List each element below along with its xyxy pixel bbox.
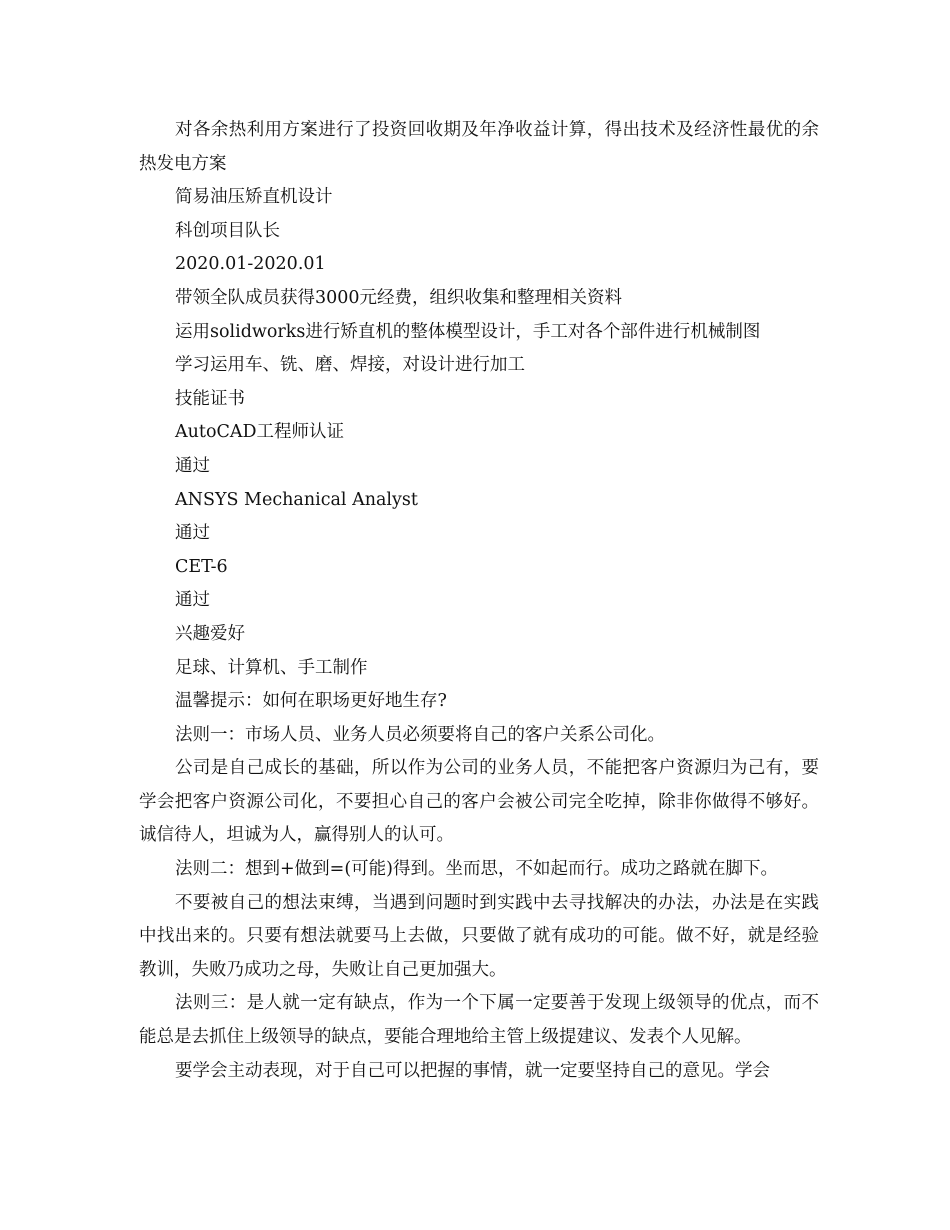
paragraph-project-design: 运用solidworks进行矫直机的整体模型设计，手工对各个部件进行机械制图 [175,321,761,342]
certificate-ansys: ANSYS Mechanical Analyst [175,489,418,510]
section-heading-hobbies: 兴趣爱好 [175,623,245,644]
certificate-autocad-status: 通过 [175,455,210,476]
paragraph-project-machining: 学习运用车、铣、磨、焊接，对设计进行加工 [175,355,525,376]
section-heading-certificates: 技能证书 [175,388,245,409]
paragraph-project-role: 科创项目队长 [175,220,280,241]
paragraph-project-funding: 带领全队成员获得3000元经费，组织收集和整理相关资料 [175,287,623,308]
tip-heading: 温馨提示：如何在职场更好地生存? [175,691,447,712]
rule-one-detail: 公司是自己成长的基础，所以作为公司的业务人员，不能把客户资源归为己有，要学会把客户资源公司化，不要担心自己的客户会被公司完全吃掉，除非你做得不够好。诚信待人，坦诚为人，赢得别人的认可。 [139,758,819,846]
rule-two-detail: 不要被自己的想法束缚，当遇到问题时到实践中去寻找解决的办法，办法是在实践中找出来的。只要有想法就要马上去做，只要做了就有成功的可能。做不好，就是经验教训，失败乃成功之母，失败让自己更加强大。 [139,892,819,980]
certificate-cet6: CET-6 [175,556,228,577]
document-body [139,114,819,1088]
rule-three-detail: 要学会主动表现，对于自己可以把握的事情，就一定要坚持自己的意见。学会 [175,1060,770,1081]
paragraph-project-title: 简易油压矫直机设计 [175,187,333,208]
rule-two: 法则二：想到+做到=(可能)得到。坐而思，不如起而行。成功之路就在脚下。 [175,859,778,880]
certificate-ansys-status: 通过 [175,523,210,544]
rule-three: 法则三：是人就一定有缺点，作为一个下属一定要善于发现上级领导的优点，而不能总是去抓住上级领导的缺点，要能合理地给主管上级提建议、发表个人见解。 [139,993,819,1048]
certificate-cet6-status: 通过 [175,590,210,611]
hobbies-list: 足球、计算机、手工制作 [175,657,368,678]
paragraph-project-dates: 2020.01-2020.01 [175,254,326,275]
certificate-autocad: AutoCAD工程师认证 [175,422,345,443]
rule-one: 法则一：市场人员、业务人员必须要将自己的客户关系公司化。 [175,724,665,745]
paragraph-heat-recovery-plan: 对各余热利用方案进行了投资回收期及年净收益计算，得出技术及经济性最优的余热发电方案 [139,120,819,174]
